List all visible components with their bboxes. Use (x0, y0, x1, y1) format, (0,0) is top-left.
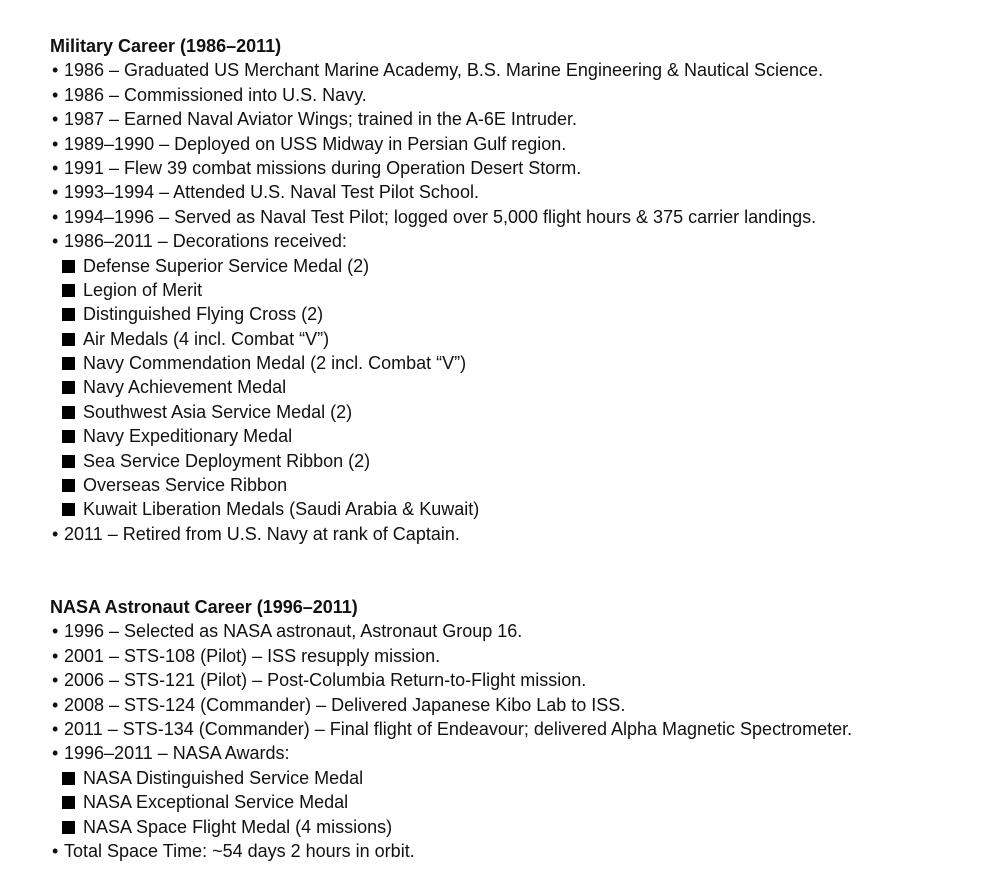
bullet: • (52, 694, 59, 715)
military-item-2 (50, 83, 990, 107)
square-bullet-icon (62, 308, 75, 321)
square-bullet-icon (62, 430, 75, 443)
decoration-text: Southwest Asia Service Medal (2) (83, 401, 353, 422)
nasa-item-text: 1996 – Selected as NASA astronaut, Astronaut Group 16. (64, 621, 523, 642)
decoration-item (50, 278, 990, 302)
military-career-section (50, 34, 990, 546)
decoration-item (50, 327, 990, 351)
square-bullet-icon (62, 260, 75, 273)
military-item-1 (50, 58, 990, 82)
square-bullet-icon (62, 821, 75, 834)
bullet: • (52, 645, 59, 666)
square-bullet-icon (62, 772, 75, 785)
square-bullet-icon (62, 284, 75, 297)
bullet: • (52, 231, 59, 252)
award-item (50, 815, 990, 839)
square-bullet-icon (62, 479, 75, 492)
military-item-text: 1986 – Commissioned into U.S. Navy. (64, 84, 367, 105)
military-item-text: 1994–1996 – Served as Naval Test Pilot; logged over 5,000 flight hours & 375 carrier landings. (64, 206, 817, 227)
bullet: • (52, 182, 59, 203)
nasa-item-text: 2008 – STS-124 (Commander) – Delivered Japanese Kibo Lab to ISS. (64, 694, 626, 715)
bullet: • (52, 523, 59, 544)
military-item-text: 2011 – Retired from U.S. Navy at rank of Captain. (64, 523, 460, 544)
military-item-text: 1993–1994 – Attended U.S. Naval Test Pilot School. (64, 182, 479, 203)
decoration-item (50, 302, 990, 326)
decoration-item (50, 473, 990, 497)
military-item-7 (50, 205, 990, 229)
document (50, 34, 990, 863)
award-item (50, 790, 990, 814)
nasa-career-section (50, 595, 990, 863)
military-item-5 (50, 156, 990, 180)
square-bullet-icon (62, 381, 75, 394)
military-item-text: 1989–1990 – Deployed on USS Midway in Persian Gulf region. (64, 133, 567, 154)
bullet: • (52, 621, 59, 642)
award-text: NASA Distinguished Service Medal (83, 767, 364, 788)
square-bullet-icon (62, 406, 75, 419)
nasa-item-6 (50, 741, 990, 765)
decoration-text: Overseas Service Ribbon (83, 475, 288, 496)
decoration-text: Navy Commendation Medal (2 incl. Combat “V”) (83, 353, 467, 374)
square-bullet-icon (62, 796, 75, 809)
square-bullet-icon (62, 357, 75, 370)
square-bullet-icon (62, 503, 75, 516)
nasa-item-3 (50, 668, 990, 692)
decoration-item (50, 424, 990, 448)
decoration-item (50, 497, 990, 521)
military-final-item (50, 522, 990, 546)
bullet: • (52, 743, 59, 764)
nasa-item-5 (50, 717, 990, 741)
nasa-item-text: 2001 – STS-108 (Pilot) – ISS resupply mission. (64, 645, 441, 666)
military-item-4 (50, 132, 990, 156)
square-bullet-icon (62, 333, 75, 346)
nasa-final-item (50, 839, 990, 863)
bullet: • (52, 157, 59, 178)
nasa-item-1 (50, 619, 990, 643)
decoration-text: Distinguished Flying Cross (2) (83, 304, 324, 325)
nasa-item-text: Total Space Time: ~54 days 2 hours in orbit. (64, 840, 415, 861)
bullet: • (52, 109, 59, 130)
award-text: NASA Exceptional Service Medal (83, 792, 349, 813)
decoration-text: Navy Achievement Medal (83, 377, 287, 398)
nasa-item-2 (50, 644, 990, 668)
award-text: NASA Space Flight Medal (4 missions) (83, 816, 393, 837)
nasa-item-4 (50, 693, 990, 717)
decoration-item (50, 400, 990, 424)
bullet: • (52, 133, 59, 154)
decoration-text: Defense Superior Service Medal (2) (83, 255, 370, 276)
decoration-item (50, 254, 990, 278)
bullet: • (52, 718, 59, 739)
decoration-item (50, 375, 990, 399)
nasa-item-text: 2006 – STS-121 (Pilot) – Post-Columbia Return-to-Flight mission. (64, 670, 587, 691)
military-item-text: 1986–2011 – Decorations received: (64, 231, 347, 252)
section-spacer (50, 546, 990, 595)
nasa-item-text: 1996–2011 – NASA Awards: (64, 743, 290, 764)
decoration-text: Kuwait Liberation Medals (Saudi Arabia & Kuwait) (83, 499, 480, 520)
bullet: • (52, 206, 59, 227)
bullet: • (52, 840, 59, 861)
military-item-text: 1991 – Flew 39 combat missions during Operation Desert Storm. (64, 157, 582, 178)
military-item-6 (50, 180, 990, 204)
square-bullet-icon (62, 455, 75, 468)
military-item-text: 1986 – Graduated US Merchant Marine Academy, B.S. Marine Engineering & Nautical Science. (64, 60, 824, 81)
military-career-heading: Military Career (1986–2011) (50, 36, 282, 56)
nasa-career-heading: NASA Astronaut Career (1996–2011) (50, 597, 358, 617)
decoration-item (50, 449, 990, 473)
military-item-8 (50, 229, 990, 253)
bullet: • (52, 670, 59, 691)
award-item (50, 766, 990, 790)
military-item-text: 1987 – Earned Naval Aviator Wings; trained in the A-6E Intruder. (64, 109, 577, 130)
decoration-text: Sea Service Deployment Ribbon (2) (83, 450, 371, 471)
nasa-item-text: 2011 – STS-134 (Commander) – Final flight of Endeavour; delivered Alpha Magnetic Spectrometer. (64, 718, 853, 739)
military-item-3 (50, 107, 990, 131)
decoration-item (50, 351, 990, 375)
bullet: • (52, 84, 59, 105)
decoration-text: Navy Expeditionary Medal (83, 426, 293, 447)
decoration-text: Air Medals (4 incl. Combat “V”) (83, 328, 330, 349)
bullet: • (52, 60, 59, 81)
decoration-text: Legion of Merit (83, 279, 203, 300)
